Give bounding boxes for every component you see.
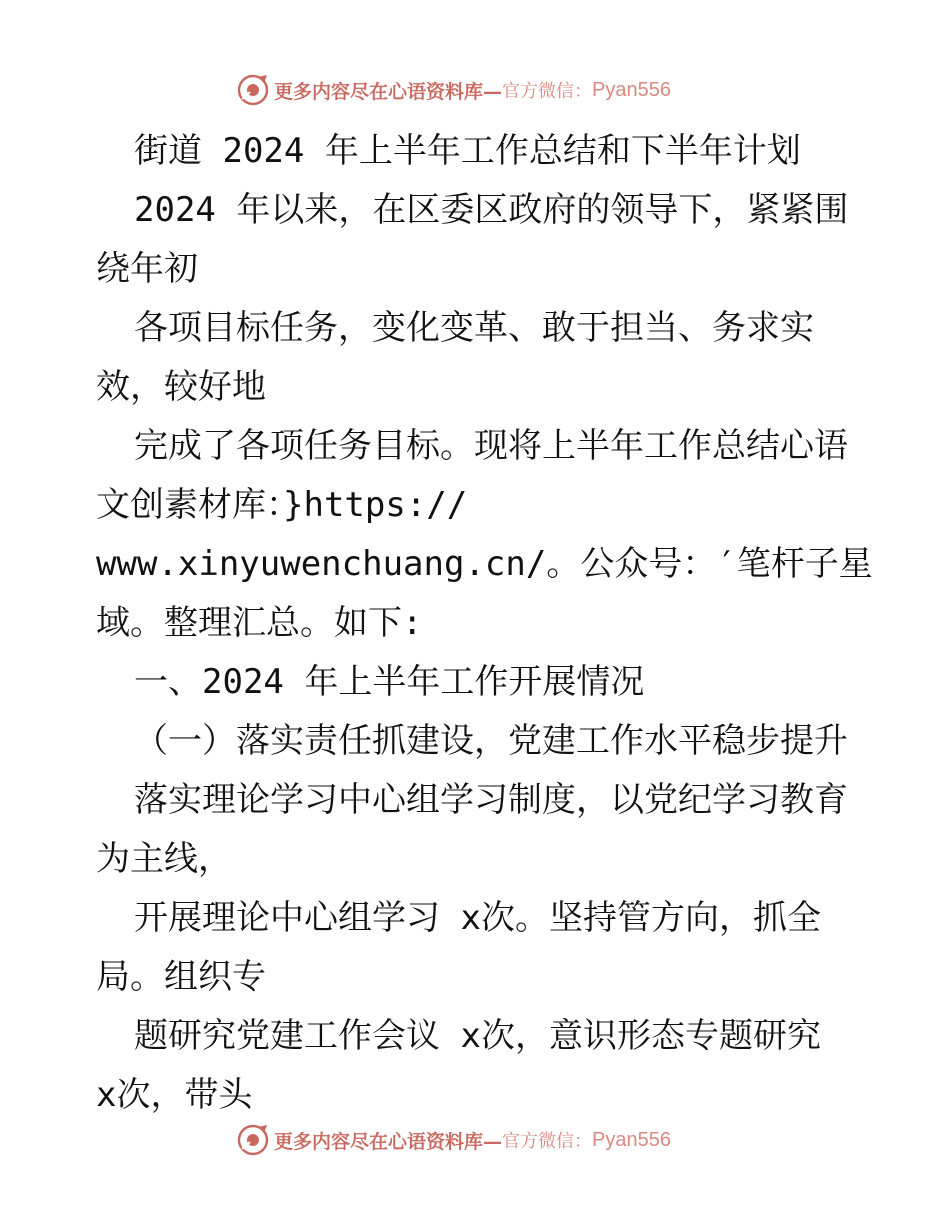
banner-slogan: 更多内容尽在心语资料库—	[274, 1130, 503, 1153]
text-line: 文创素材库：}https://	[96, 485, 468, 525]
text-line: 完成了各项任务目标。现将上半年工作总结心语	[134, 426, 848, 466]
text-line: 2024 年以来，在区委区政府的领导下，紧紧围	[134, 190, 849, 230]
banner-wechat-id: Pyan556	[592, 1128, 671, 1151]
text-line: 落实理论学习中心组学习制度，以党纪学习教育	[134, 780, 848, 820]
banner-wechat-label: 官方微信：	[502, 1131, 593, 1152]
text-line: 局。组织专	[96, 957, 266, 997]
quill-logo-icon	[236, 73, 270, 107]
text-line: 为主线，	[96, 839, 232, 879]
document-title: 街道 2024 年上半年工作总结和下半年计划	[134, 131, 801, 171]
text-line: x次，带头	[96, 1075, 253, 1115]
text-line: www.xinyuwenchuang.cn/。公众号：′笔杆子星	[96, 544, 873, 584]
banner-wechat-id: Pyan556	[592, 78, 671, 101]
banner-slogan: 更多内容尽在心语资料库—	[274, 80, 503, 103]
quill-logo-icon	[236, 1123, 270, 1157]
subsection-heading: （一）落实责任抓建设，党建工作水平稳步提升	[134, 721, 848, 761]
document-body	[96, 122, 873, 1125]
text-line: 效，较好地	[96, 367, 266, 407]
text-line: 题研究党建工作会议 x次，意识形态专题研究	[134, 1016, 821, 1056]
section-heading: 一、2024 年上半年工作开展情况	[134, 662, 645, 702]
text-line: 域。整理汇总。如下:	[96, 603, 423, 643]
banner-wechat-label: 官方微信：	[502, 81, 593, 102]
text-line: 各项目标任务，变化变革、敢于担当、务求实	[134, 308, 814, 348]
footer-watermark-banner	[236, 1122, 706, 1158]
header-watermark-banner	[236, 72, 706, 108]
text-line: 开展理论中心组学习 x次。坚持管方向，抓全	[134, 898, 821, 938]
text-line: 绕年初	[96, 249, 198, 289]
